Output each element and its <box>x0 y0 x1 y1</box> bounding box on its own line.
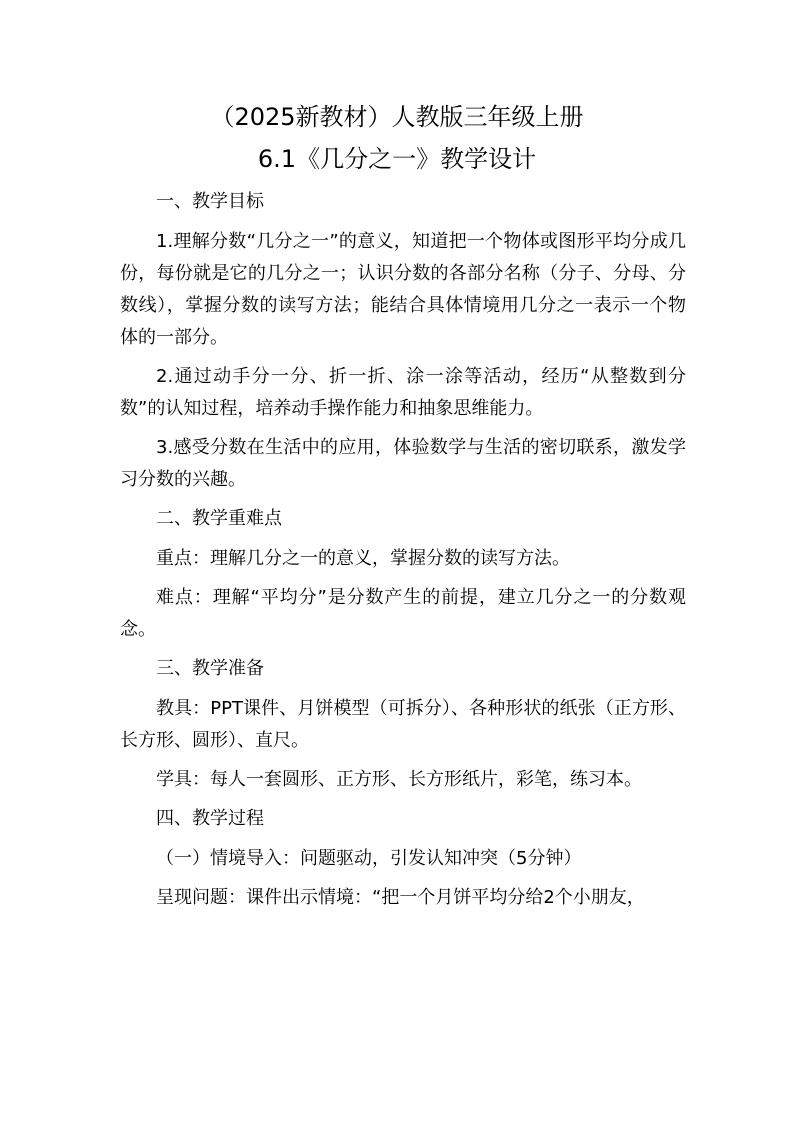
document-title-line1: （2025新教材）人教版三年级上册 <box>210 103 584 131</box>
paragraph-student-materials: 学具：每人一套圆形、正方形、长方形纸片，彩笔，练习本。 <box>156 769 642 790</box>
paragraph-key-point: 重点：理解几分之一的意义，掌握分数的读写方法。 <box>156 548 570 569</box>
document-body <box>120 186 686 921</box>
section-heading-key-points: 二、教学重难点 <box>156 508 282 529</box>
paragraph-difficulty: 难点：理解“平均分”是分数产生的前提，建立几分之一的分数观念。 <box>120 587 686 640</box>
paragraph-present-problem: 呈现问题：课件出示情境：“把一个月饼平均分给2个小朋友， <box>156 887 645 908</box>
section-heading-preparation: 三、教学准备 <box>156 658 264 679</box>
document-title-line2: 6.1《几分之一》教学设计 <box>257 145 537 173</box>
paragraph-objective-2: 2.通过动手分一分、折一折、涂一涂等活动，经历“从整数到分数”的认知过程，培养动手操作能力和抽象思维能力。 <box>120 366 686 419</box>
section-heading-process: 四、教学过程 <box>156 808 264 829</box>
paragraph-teaching-aids: 教具：PPT课件、月饼模型（可拆分）、各种形状的纸张（正方形、长方形、圆形）、直尺。 <box>120 698 686 751</box>
section-heading-objectives: 一、教学目标 <box>156 191 264 212</box>
paragraph-objective-3: 3.感受分数在生活中的应用，体验数学与生活的密切联系，激发学习分数的兴趣。 <box>120 437 686 490</box>
paragraph-objective-1: 1.理解分数“几分之一”的意义，知道把一个物体或图形平均分成几份，每份就是它的几分之一；认识分数的各部分名称（分子、分母、分数线），掌握分数的读写方法；能结合具体情境用几分之一表示一个物体的一部分。 <box>120 231 686 348</box>
subsection-heading-intro: （一）情境导入：问题驱动，引发认知冲突（5分钟） <box>156 848 582 869</box>
